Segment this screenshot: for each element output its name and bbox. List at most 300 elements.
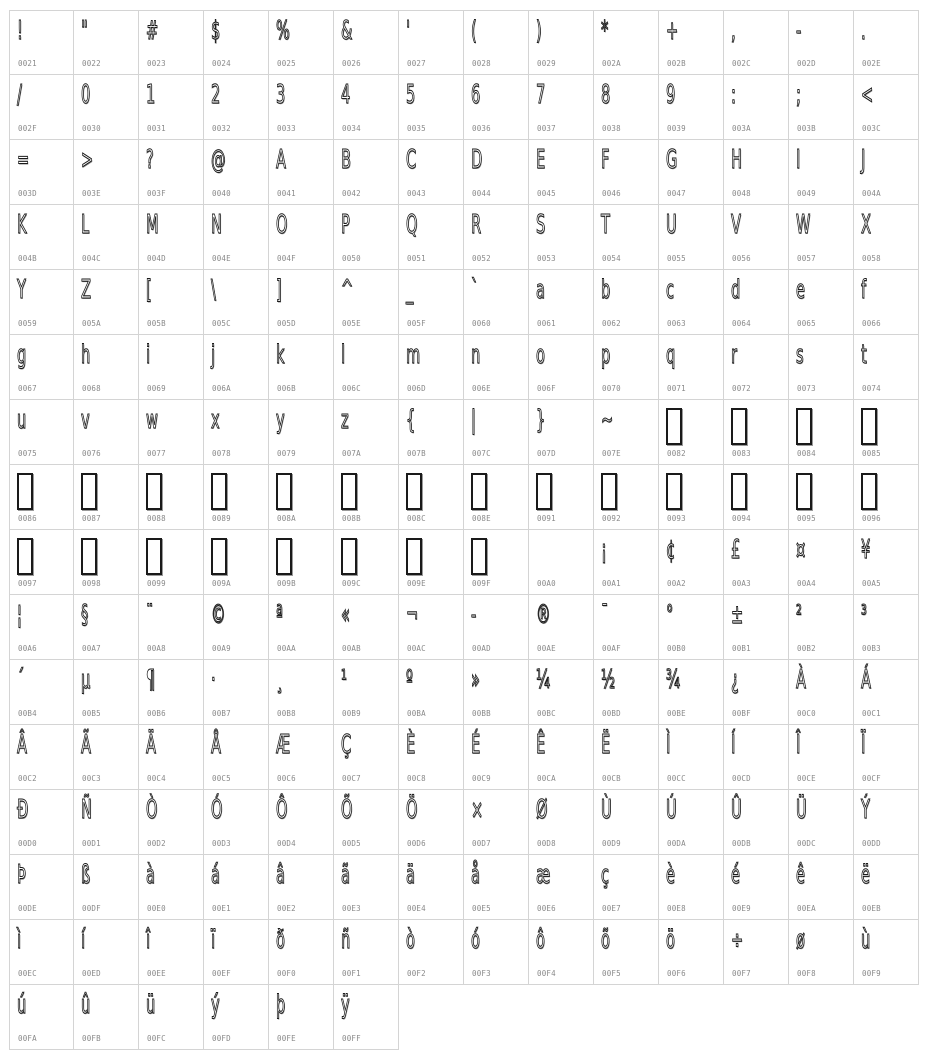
glyph-cell bbox=[529, 530, 594, 595]
glyph-cell bbox=[204, 920, 269, 985]
glyph-sample: Ø bbox=[536, 795, 548, 825]
glyph-cell bbox=[659, 595, 724, 660]
glyph-cell bbox=[334, 205, 399, 270]
glyph-cell bbox=[9, 465, 74, 530]
glyph-codepoint-label: 00EA bbox=[797, 904, 816, 913]
glyph-cell bbox=[659, 725, 724, 790]
glyph-codepoint-label: 005C bbox=[212, 319, 231, 328]
glyph-codepoint-label: 00AD bbox=[472, 644, 491, 653]
glyph-sample: : bbox=[731, 80, 736, 110]
glyph-codepoint-label: 00AC bbox=[407, 644, 426, 653]
glyph-codepoint-label: 00B5 bbox=[82, 709, 101, 718]
glyph-codepoint-label: 00AF bbox=[602, 644, 621, 653]
glyph-sample: Æ bbox=[276, 730, 291, 760]
glyph-codepoint-label: 0097 bbox=[18, 579, 37, 588]
glyph-sample: B bbox=[341, 145, 351, 175]
glyph-codepoint-label: 00D3 bbox=[212, 839, 231, 848]
glyph-codepoint-label: 005E bbox=[342, 319, 361, 328]
glyph-sample: Ç bbox=[341, 730, 352, 760]
glyph-cell bbox=[594, 595, 659, 660]
glyph-cell bbox=[9, 75, 74, 140]
glyph-sample: Þ bbox=[17, 860, 26, 890]
glyph-sample: Õ bbox=[341, 795, 353, 825]
glyph-cell bbox=[464, 855, 529, 920]
glyph-codepoint-label: 0064 bbox=[732, 319, 751, 328]
glyph-codepoint-label: 006E bbox=[472, 384, 491, 393]
glyph-codepoint-label: 004F bbox=[277, 254, 296, 263]
glyph-codepoint-label: 00F5 bbox=[602, 969, 621, 978]
glyph-sample: ú bbox=[17, 990, 27, 1020]
glyph-cell bbox=[139, 465, 204, 530]
glyph-sample: R bbox=[471, 210, 482, 240]
glyph-cell bbox=[74, 530, 139, 595]
glyph-codepoint-label: 00B6 bbox=[147, 709, 166, 718]
glyph-codepoint-label: 00DF bbox=[82, 904, 101, 913]
glyph-codepoint-label: 00ED bbox=[82, 969, 101, 978]
glyph-codepoint-label: 00D8 bbox=[537, 839, 556, 848]
glyph-codepoint-label: 00F9 bbox=[862, 969, 881, 978]
glyph-codepoint-label: 0038 bbox=[602, 124, 621, 133]
glyph-codepoint-label: 0066 bbox=[862, 319, 881, 328]
glyph-cell bbox=[724, 855, 789, 920]
glyph-sample: Y bbox=[17, 275, 26, 305]
glyph-cell bbox=[854, 855, 919, 920]
glyph-cell bbox=[789, 725, 854, 790]
glyph-codepoint-label: 00C0 bbox=[797, 709, 816, 718]
glyph-codepoint-label: 00E5 bbox=[472, 904, 491, 913]
glyph-cell bbox=[269, 725, 334, 790]
glyph-cell bbox=[334, 660, 399, 725]
glyph-codepoint-label: 00DC bbox=[797, 839, 816, 848]
glyph-cell bbox=[464, 10, 529, 75]
glyph-sample: ^ bbox=[341, 275, 354, 305]
glyph-sample: ³ bbox=[861, 600, 867, 630]
glyph-sample: Â bbox=[17, 730, 27, 760]
glyph-cell bbox=[139, 660, 204, 725]
glyph-codepoint-label: 00A7 bbox=[82, 644, 101, 653]
glyph-cell bbox=[724, 790, 789, 855]
glyph-codepoint-label: 00E7 bbox=[602, 904, 621, 913]
glyph-codepoint-label: 0025 bbox=[277, 59, 296, 68]
glyph-sample: A bbox=[276, 145, 286, 175]
glyph-cell bbox=[659, 920, 724, 985]
glyph-sample: o bbox=[536, 340, 545, 370]
glyph-sample: Ì bbox=[666, 730, 671, 760]
glyph-cell bbox=[594, 920, 659, 985]
glyph-codepoint-label: 00F8 bbox=[797, 969, 816, 978]
glyph-cell bbox=[659, 790, 724, 855]
glyph-cell bbox=[659, 335, 724, 400]
glyph-codepoint-label: 0041 bbox=[277, 189, 296, 198]
glyph-cell bbox=[74, 335, 139, 400]
glyph-cell bbox=[204, 10, 269, 75]
glyph-codepoint-label: 00BB bbox=[472, 709, 491, 718]
glyph-cell bbox=[139, 725, 204, 790]
glyph-codepoint-label: 00E6 bbox=[537, 904, 556, 913]
glyph-codepoint-label: 0068 bbox=[82, 384, 101, 393]
glyph-codepoint-label: 0024 bbox=[212, 59, 231, 68]
glyph-cell bbox=[659, 530, 724, 595]
glyph-cell bbox=[854, 920, 919, 985]
glyph-cell bbox=[399, 660, 464, 725]
glyph-codepoint-label: 008E bbox=[472, 514, 491, 523]
glyph-codepoint-label: 007D bbox=[537, 449, 556, 458]
glyph-codepoint-label: 007A bbox=[342, 449, 361, 458]
glyph-cell bbox=[9, 400, 74, 465]
glyph-cell bbox=[139, 595, 204, 660]
glyph-cell bbox=[659, 10, 724, 75]
glyph-sample: ï bbox=[211, 925, 216, 955]
glyph-cell bbox=[529, 10, 594, 75]
glyph-cell bbox=[74, 790, 139, 855]
glyph-cell bbox=[74, 920, 139, 985]
glyph-sample: Ö bbox=[406, 795, 418, 825]
glyph-sample: 9 bbox=[666, 80, 676, 110]
glyph-codepoint-label: 002C bbox=[732, 59, 751, 68]
glyph-sample: P bbox=[341, 210, 350, 240]
glyph-cell bbox=[529, 335, 594, 400]
glyph-cell bbox=[204, 270, 269, 335]
glyph-codepoint-label: 0085 bbox=[862, 449, 881, 458]
glyph-sample: ù bbox=[861, 925, 871, 955]
glyph-sample: ( bbox=[471, 16, 477, 46]
glyph-codepoint-label: 00E9 bbox=[732, 904, 751, 913]
glyph-sample: ä bbox=[406, 860, 415, 890]
glyph-sample: á bbox=[211, 860, 220, 890]
glyph-sample: l bbox=[341, 340, 346, 370]
glyph-codepoint-label: 00B2 bbox=[797, 644, 816, 653]
glyph-codepoint-label: 00FB bbox=[82, 1034, 101, 1043]
glyph-codepoint-label: 00B1 bbox=[732, 644, 751, 653]
glyph-codepoint-label: 0048 bbox=[732, 189, 751, 198]
glyph-cell bbox=[594, 270, 659, 335]
glyph-sample: & bbox=[341, 16, 353, 46]
glyph-cell bbox=[789, 205, 854, 270]
glyph-sample: ] bbox=[276, 275, 282, 305]
glyph-sample: f bbox=[861, 275, 867, 305]
glyph-sample: ¶ bbox=[146, 665, 156, 695]
glyph-sample: n bbox=[471, 340, 481, 370]
glyph-sample: q bbox=[666, 340, 676, 370]
glyph-cell bbox=[9, 920, 74, 985]
glyph-codepoint-label: 0052 bbox=[472, 254, 491, 263]
glyph-sample: T bbox=[601, 210, 610, 240]
glyph-sample: ¿ bbox=[731, 665, 739, 695]
glyph-cell bbox=[594, 530, 659, 595]
glyph-sample: ½ bbox=[601, 665, 616, 695]
glyph-cell bbox=[789, 10, 854, 75]
glyph-cell bbox=[269, 270, 334, 335]
glyph-codepoint-label: 0096 bbox=[862, 514, 881, 523]
glyph-codepoint-label: 00C6 bbox=[277, 774, 296, 783]
glyph-cell bbox=[74, 270, 139, 335]
glyph-sample: C bbox=[406, 145, 417, 175]
glyph-codepoint-label: 0022 bbox=[82, 59, 101, 68]
glyph-cell bbox=[269, 660, 334, 725]
glyph-codepoint-label: 0086 bbox=[18, 514, 37, 523]
glyph-cell bbox=[724, 920, 789, 985]
glyph-codepoint-label: 00E8 bbox=[667, 904, 686, 913]
glyph-codepoint-label: 0036 bbox=[472, 124, 491, 133]
glyph-cell bbox=[529, 595, 594, 660]
glyph-sample: . bbox=[861, 16, 866, 46]
glyph-cell bbox=[334, 465, 399, 530]
glyph-cell bbox=[789, 335, 854, 400]
glyph-sample: H bbox=[731, 145, 742, 175]
glyph-codepoint-label: 00F6 bbox=[667, 969, 686, 978]
glyph-sample: ü bbox=[146, 990, 156, 1020]
glyph-codepoint-label: 0065 bbox=[797, 319, 816, 328]
glyph-sample: ª bbox=[276, 600, 283, 630]
glyph-codepoint-label: 00C3 bbox=[82, 774, 101, 783]
glyph-sample: ì bbox=[17, 925, 22, 955]
glyph-cell bbox=[74, 725, 139, 790]
glyph-sample: Î bbox=[796, 730, 801, 760]
glyph-codepoint-label: 0023 bbox=[147, 59, 166, 68]
glyph-sample: a bbox=[536, 275, 545, 305]
glyph-codepoint-label: 00E0 bbox=[147, 904, 166, 913]
glyph-codepoint-label: 00B4 bbox=[18, 709, 37, 718]
glyph-sample: Í bbox=[731, 730, 736, 760]
glyph-codepoint-label: 00A8 bbox=[147, 644, 166, 653]
glyph-cell bbox=[269, 140, 334, 205]
glyph-cell bbox=[399, 465, 464, 530]
glyph-sample: S bbox=[536, 210, 546, 240]
glyph-codepoint-label: 00E2 bbox=[277, 904, 296, 913]
glyph-sample: ó bbox=[471, 925, 480, 955]
glyph-cell bbox=[724, 400, 789, 465]
glyph-sample: ð bbox=[276, 925, 285, 955]
glyph-codepoint-label: 009C bbox=[342, 579, 361, 588]
glyph-cell bbox=[399, 335, 464, 400]
glyph-sample: i bbox=[146, 340, 151, 370]
glyph-codepoint-label: 009E bbox=[407, 579, 426, 588]
glyph-codepoint-label: 00F7 bbox=[732, 969, 751, 978]
glyph-cell bbox=[854, 400, 919, 465]
glyph-cell bbox=[399, 140, 464, 205]
glyph-codepoint-label: 006F bbox=[537, 384, 556, 393]
glyph-codepoint-label: 00E4 bbox=[407, 904, 426, 913]
glyph-codepoint-label: 00D5 bbox=[342, 839, 361, 848]
glyph-sample: £ bbox=[731, 535, 741, 565]
glyph-codepoint-label: 00AB bbox=[342, 644, 361, 653]
glyph-codepoint-label: 0056 bbox=[732, 254, 751, 263]
glyph-cell bbox=[139, 920, 204, 985]
glyph-sample: ÷ bbox=[731, 925, 744, 955]
glyph-codepoint-label: 0058 bbox=[862, 254, 881, 263]
glyph-sample: · bbox=[211, 665, 216, 695]
glyph-cell bbox=[74, 400, 139, 465]
glyph-cell bbox=[854, 660, 919, 725]
glyph-codepoint-label: 008B bbox=[342, 514, 361, 523]
glyph-sample: È bbox=[406, 730, 416, 760]
glyph-codepoint-label: 00BE bbox=[667, 709, 686, 718]
glyph-sample: ¯ bbox=[601, 600, 609, 630]
glyph-sample: ¾ bbox=[666, 665, 681, 695]
glyph-sample: % bbox=[276, 16, 290, 46]
glyph-codepoint-label: 00AA bbox=[277, 644, 296, 653]
glyph-cell bbox=[724, 335, 789, 400]
glyph-cell bbox=[724, 465, 789, 530]
glyph-chart-grid bbox=[9, 10, 919, 1050]
glyph-cell bbox=[74, 985, 139, 1050]
glyph-sample: ß bbox=[81, 860, 91, 890]
glyph-codepoint-label: 0021 bbox=[18, 59, 37, 68]
glyph-sample: t bbox=[861, 340, 867, 370]
glyph-codepoint-label: 00CB bbox=[602, 774, 621, 783]
glyph-codepoint-label: 00B7 bbox=[212, 709, 231, 718]
glyph-cell bbox=[789, 530, 854, 595]
glyph-cell bbox=[334, 530, 399, 595]
glyph-cell bbox=[74, 465, 139, 530]
glyph-codepoint-label: 0055 bbox=[667, 254, 686, 263]
glyph-codepoint-label: 0047 bbox=[667, 189, 686, 198]
glyph-cell bbox=[334, 335, 399, 400]
glyph-sample: ¥ bbox=[861, 535, 871, 565]
glyph-cell bbox=[74, 75, 139, 140]
glyph-cell bbox=[854, 530, 919, 595]
glyph-codepoint-label: 00C1 bbox=[862, 709, 881, 718]
glyph-sample: Z bbox=[81, 275, 91, 305]
glyph-cell bbox=[464, 75, 529, 140]
glyph-sample: - bbox=[796, 16, 802, 46]
glyph-codepoint-label: 00FA bbox=[18, 1034, 37, 1043]
glyph-codepoint-label: 00B0 bbox=[667, 644, 686, 653]
glyph-sample: 2 bbox=[211, 80, 221, 110]
glyph-codepoint-label: 0084 bbox=[797, 449, 816, 458]
glyph-cell bbox=[399, 205, 464, 270]
glyph-cell bbox=[854, 465, 919, 530]
glyph-cell bbox=[139, 790, 204, 855]
glyph-sample: Ï bbox=[861, 730, 866, 760]
glyph-codepoint-label: 005D bbox=[277, 319, 296, 328]
glyph-codepoint-label: 00C5 bbox=[212, 774, 231, 783]
glyph-sample: § bbox=[81, 600, 89, 630]
glyph-codepoint-label: 00A0 bbox=[537, 579, 556, 588]
glyph-codepoint-label: 002B bbox=[667, 59, 686, 68]
glyph-sample: D bbox=[471, 145, 483, 175]
glyph-codepoint-label: 00FE bbox=[277, 1034, 296, 1043]
glyph-codepoint-label: 00CF bbox=[862, 774, 881, 783]
glyph-cell bbox=[464, 660, 529, 725]
glyph-sample: K bbox=[17, 210, 27, 240]
glyph-codepoint-label: 0032 bbox=[212, 124, 231, 133]
glyph-sample: z bbox=[341, 405, 349, 435]
glyph-codepoint-label: 0059 bbox=[18, 319, 37, 328]
glyph-sample: ° bbox=[666, 600, 674, 630]
glyph-codepoint-label: 0030 bbox=[82, 124, 101, 133]
glyph-cell bbox=[789, 75, 854, 140]
glyph-sample: ô bbox=[536, 925, 545, 955]
glyph-codepoint-label: 006C bbox=[342, 384, 361, 393]
glyph-sample: ¤ bbox=[796, 535, 806, 565]
glyph-sample: 3 bbox=[276, 80, 286, 110]
glyph-codepoint-label: 00C9 bbox=[472, 774, 491, 783]
glyph-cell bbox=[269, 335, 334, 400]
glyph-cell bbox=[594, 75, 659, 140]
glyph-codepoint-label: 0027 bbox=[407, 59, 426, 68]
glyph-cell bbox=[724, 660, 789, 725]
glyph-cell bbox=[854, 725, 919, 790]
glyph-codepoint-label: 007C bbox=[472, 449, 491, 458]
glyph-sample: ¹ bbox=[341, 665, 347, 695]
glyph-sample: è bbox=[666, 860, 675, 890]
glyph-codepoint-label: 0062 bbox=[602, 319, 621, 328]
glyph-cell bbox=[529, 205, 594, 270]
glyph-codepoint-label: 00CA bbox=[537, 774, 556, 783]
glyph-sample: º bbox=[406, 665, 413, 695]
glyph-cell bbox=[139, 335, 204, 400]
glyph-cell bbox=[594, 660, 659, 725]
glyph-cell bbox=[789, 595, 854, 660]
glyph-sample: ò bbox=[406, 925, 415, 955]
glyph-codepoint-label: 0046 bbox=[602, 189, 621, 198]
glyph-codepoint-label: 0071 bbox=[667, 384, 686, 393]
glyph-cell bbox=[204, 530, 269, 595]
glyph-codepoint-label: 0079 bbox=[277, 449, 296, 458]
glyph-sample: J bbox=[861, 145, 866, 175]
glyph-cell bbox=[854, 75, 919, 140]
glyph-cell bbox=[724, 530, 789, 595]
glyph-cell bbox=[9, 530, 74, 595]
glyph-sample: | bbox=[471, 405, 476, 435]
glyph-sample: ~ bbox=[601, 405, 614, 435]
glyph-codepoint-label: 004D bbox=[147, 254, 166, 263]
glyph-sample: ² bbox=[796, 600, 802, 630]
glyph-cell bbox=[9, 10, 74, 75]
glyph-sample: â bbox=[276, 860, 285, 890]
glyph-cell bbox=[269, 205, 334, 270]
glyph-codepoint-label: 0070 bbox=[602, 384, 621, 393]
glyph-cell bbox=[204, 205, 269, 270]
glyph-cell bbox=[724, 140, 789, 205]
glyph-codepoint-label: 00FC bbox=[147, 1034, 166, 1043]
glyph-cell bbox=[399, 595, 464, 660]
glyph-sample: ' bbox=[406, 16, 410, 46]
glyph-cell bbox=[204, 595, 269, 660]
glyph-codepoint-label: 00B3 bbox=[862, 644, 881, 653]
glyph-sample: 6 bbox=[471, 80, 481, 110]
glyph-sample: > bbox=[81, 145, 94, 175]
glyph-cell bbox=[269, 400, 334, 465]
glyph-cell bbox=[659, 140, 724, 205]
glyph-codepoint-label: 007E bbox=[602, 449, 621, 458]
glyph-cell bbox=[464, 400, 529, 465]
glyph-cell bbox=[9, 660, 74, 725]
glyph-cell bbox=[204, 400, 269, 465]
glyph-sample: O bbox=[276, 210, 288, 240]
glyph-cell bbox=[74, 660, 139, 725]
glyph-sample: v bbox=[81, 405, 90, 435]
glyph-cell bbox=[139, 855, 204, 920]
glyph-codepoint-label: 00AE bbox=[537, 644, 556, 653]
glyph-codepoint-label: 00EE bbox=[147, 969, 166, 978]
glyph-cell bbox=[9, 725, 74, 790]
glyph-sample: g bbox=[17, 340, 27, 370]
glyph-sample: Ä bbox=[146, 730, 156, 760]
glyph-codepoint-label: 0053 bbox=[537, 254, 556, 263]
glyph-codepoint-label: 0045 bbox=[537, 189, 556, 198]
glyph-codepoint-label: 0087 bbox=[82, 514, 101, 523]
glyph-sample: ` bbox=[471, 275, 479, 305]
glyph-cell bbox=[9, 595, 74, 660]
glyph-cell bbox=[464, 205, 529, 270]
glyph-codepoint-label: 00FD bbox=[212, 1034, 231, 1043]
glyph-cell bbox=[659, 75, 724, 140]
glyph-cell bbox=[529, 855, 594, 920]
glyph-cell bbox=[854, 140, 919, 205]
glyph-codepoint-label: 00F0 bbox=[277, 969, 296, 978]
